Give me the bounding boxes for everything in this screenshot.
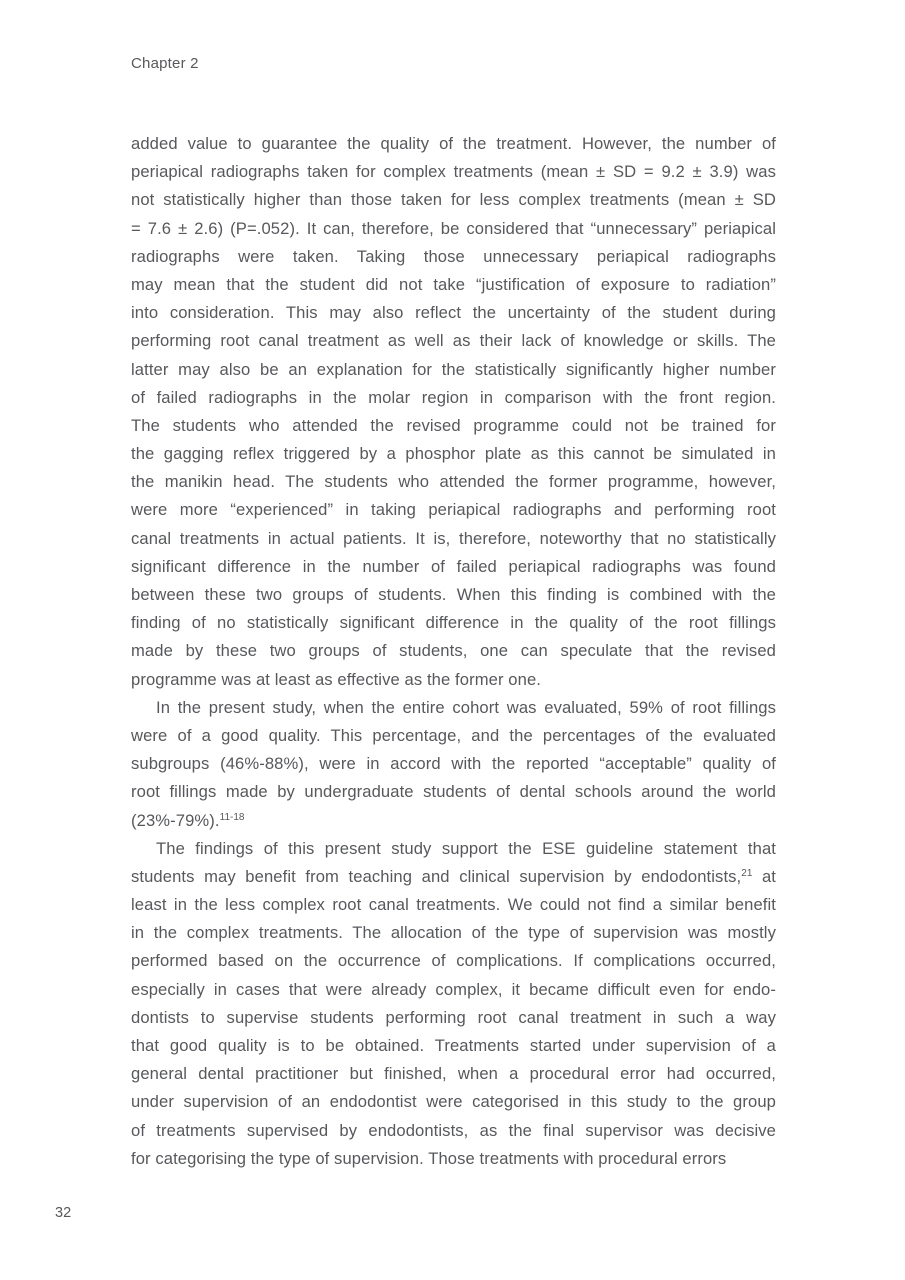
paragraph <box>131 694 776 835</box>
text-line: into consideration. This may also reflect the uncertainty of the student during <box>131 303 776 323</box>
text-line: periapical radiographs taken for complex treatments (mean ± SD = 9.2 ± 3.9) was <box>131 162 776 182</box>
text-line: made by these two groups of students, one can speculate that the revised <box>131 641 776 661</box>
text-line: least in the less complex root canal treatments. We could not find a similar benefit <box>131 895 776 915</box>
text-line: the gagging reflex triggered by a phosphor plate as this cannot be simulated in <box>131 444 776 464</box>
text-line: performed based on the occurrence of complications. If complications occurred, <box>131 951 776 971</box>
text-line: programme was at least as effective as the former one. <box>131 669 541 689</box>
text-line: finding of no statistically significant difference in the quality of the root fillings <box>131 613 776 633</box>
text-line: canal treatments in actual patients. It is, therefore, noteworthy that no statistically <box>131 528 776 548</box>
text-line: especially in cases that were already complex, it became difficult even for endo- <box>131 979 776 999</box>
text-line: subgroups (46%-88%), were in accord with the reported “acceptable” quality of <box>131 754 776 774</box>
text-line: were more “experienced” in taking periapical radiographs and performing root <box>131 500 776 520</box>
text-line: of failed radiographs in the molar region in comparison with the front region. <box>131 387 776 407</box>
citation-superscript: 21 <box>741 867 753 879</box>
text-line: under supervision of an endodontist were categorised in this study to the group <box>131 1092 776 1112</box>
citation-superscript: 11-18 <box>219 811 245 823</box>
text-line: The students who attended the revised programme could not be trained for <box>131 415 776 435</box>
text-line: performing root canal treatment as well as their lack of knowledge or skills. The <box>131 331 776 351</box>
text-line: (23%-79%).$^{11-18}$ <box>131 810 245 830</box>
text-line: root fillings made by undergraduate students of dental schools around the world <box>131 782 776 802</box>
text-line: In the present study, when the entire cohort was evaluated, 59% of root fillings <box>156 697 776 717</box>
text-line: in the complex treatments. The allocation of the type of supervision was mostly <box>131 923 776 943</box>
text-line: = 7.6 ± 2.6) (P=.052). It can, therefore, be considered that “unnecessary” periapical <box>131 218 776 238</box>
text-line: dontists to supervise students performing root canal treatment in such a way <box>131 1007 776 1027</box>
text-line: students may benefit from teaching and clinical supervision by endodontists,$^{21}$ at <box>131 866 776 886</box>
text-line: of treatments supervised by endodontists, as the final supervisor was decisive <box>131 1120 776 1140</box>
text-line: general dental practitioner but finished, when a procedural error had occurred, <box>131 1064 776 1084</box>
paragraph <box>131 130 776 694</box>
page-number: 32 <box>55 1205 72 1221</box>
text-line: between these two groups of students. When this finding is combined with the <box>131 585 776 604</box>
body-text <box>131 130 776 1173</box>
text-line: radiographs were taken. Taking those unnecessary periapical radiographs <box>131 246 776 266</box>
text-line: for categorising the type of supervision. Those treatments with procedural errors <box>131 1148 727 1168</box>
running-header: Chapter 2 <box>131 55 199 72</box>
text-line: significant difference in the number of failed periapical radiographs was found <box>131 556 776 576</box>
text-line: the manikin head. The students who attended the former programme, however, <box>131 472 776 492</box>
text-line: latter may also be an explanation for the statistically significantly higher number <box>131 359 776 379</box>
text-line: not statistically higher than those taken for less complex treatments (mean ± SD <box>131 190 776 210</box>
paragraph <box>131 835 776 1173</box>
text-line: The findings of this present study support the ESE guideline statement that <box>156 838 776 858</box>
text-line: added value to guarantee the quality of the treatment. However, the number of <box>131 134 776 153</box>
text-line: may mean that the student did not take “justification of exposure to radiation” <box>131 274 776 294</box>
text-line: were of a good quality. This percentage, and the percentages of the evaluated <box>131 725 776 745</box>
text-line: that good quality is to be obtained. Treatments started under supervision of a <box>131 1036 776 1055</box>
